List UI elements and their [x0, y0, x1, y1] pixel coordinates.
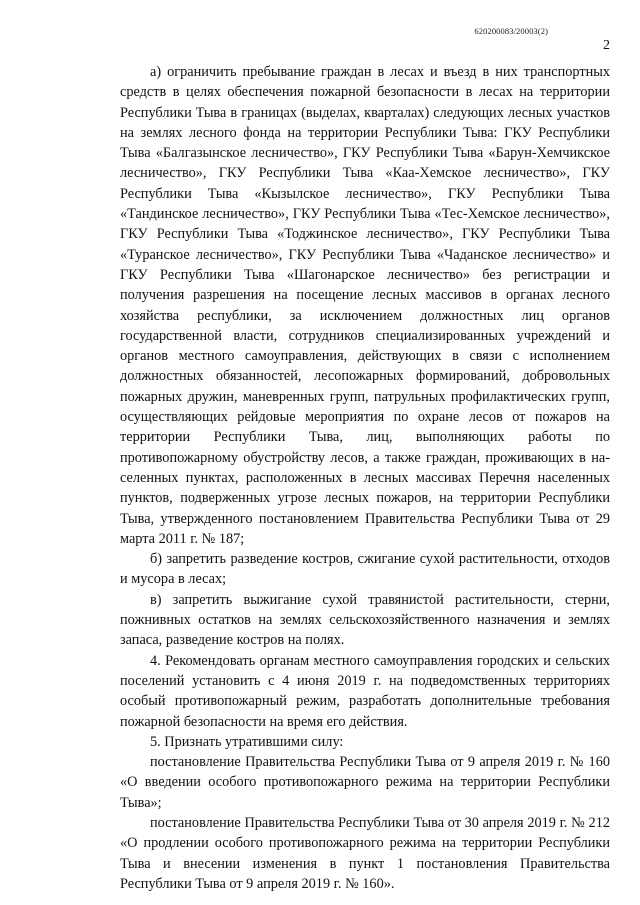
paragraph-4-recommend-municipalities: 4. Рекомендовать органам местного самоуправления городских и сельских поселений установить с 4 июня 2019 г. на подведомственных территориях особый противопожарный режим, разработать дополнительные требования пожарной безопасности на время его действия.	[120, 652, 610, 730]
paragraph-3b-ban-fires-in-forests: б) запретить разведение костров, сжигание сухой растительности, отходов и мусора в лесах;	[120, 551, 610, 588]
paragraph-repealed-resolution-212: постановление Правительства Республики Тыва от 30 апреля 2019 г. № 212 «О продлении особого противопожарного режима на территории Республики Тыва и внесении изменения в пункт 1 постановления Правительства Республики Тыва от 9 апреля 2019 г. № 160».	[120, 814, 610, 892]
document-body	[120, 62, 610, 894]
paragraph-repealed-resolution-160: постановление Правительства Республики Тыва от 9 апреля 2019 г. № 160 «О введении особого противопожарного режима на территории Республики Тыва»;	[120, 754, 610, 811]
paragraph-3v-ban-burning-on-farmland: в) запретить выжигание сухой травянистой растительности, стерни, пожнивных остатков на землях сельскохозяйственного назначения и землях запаса, разведение костров на полях.	[120, 591, 610, 649]
paragraph-5-repeal: 5. Признать утратившими силу:	[150, 733, 344, 750]
paragraph-3a-restrict-forest-access: а) ограничить пребывание граждан в лесах и въезд в них транспортных средств в целях обеспечения пожарной безопасности в лесах на территории Республики Тыва в границах (выделах, кварталах) следующих лесных участков на землях лесного фонда на территории Республики Тыва: ГКУ Республики Тыва «Балгазынское лесничество», ГКУ Республики Тыва «Барун-Хемчикское лесничество», ГКУ Республики Тыва «Каа-Хемское лесничество», ГКУ Республики Тыва «Кызылское лесничество», ГКУ Республики Тыва «Тандинское лесничество», ГКУ Республики Тыва «Тес-Хемское лесничество», ГКУ Республики Тыва «Тоджинское лесничество», ГКУ Республики Тыва «Туранское лесничество», ГКУ Республики Тыва «Чаданское лесничество» и ГКУ Республики Тыва «Шагонарское лесничество» без регистрации и получения разрешения на посещение лесных массивов в органах лесного хозяйства республики, за исключением должностных лиц органов государственной власти, сотрудников специализированных учреждений и органов местного самоуправления, действующих в связи с исполнением должностных обязанностей, лесопожарных формирований, добровольных пожарных дружин, маневренных групп, патрульных профилактических групп, осуществляющих рейдовые мероприятия по охране лесов от пожаров на территории Республики Тыва, лиц, выполняющих работы по противопожарному обустройству лесов, а также граждан, проживающих в населенных пунктах, расположенных в лесных массивах Перечня населенных пунктов, подверженных угрозе лесных пожаров, на территории Республики Тыва, утвержденного постановлением Правительства Республики Тыва от 29 марта 2011 г. № 187;	[120, 64, 610, 547]
page-number: 2	[603, 38, 610, 53]
document-code: 620200083/20003(2)	[474, 26, 548, 36]
